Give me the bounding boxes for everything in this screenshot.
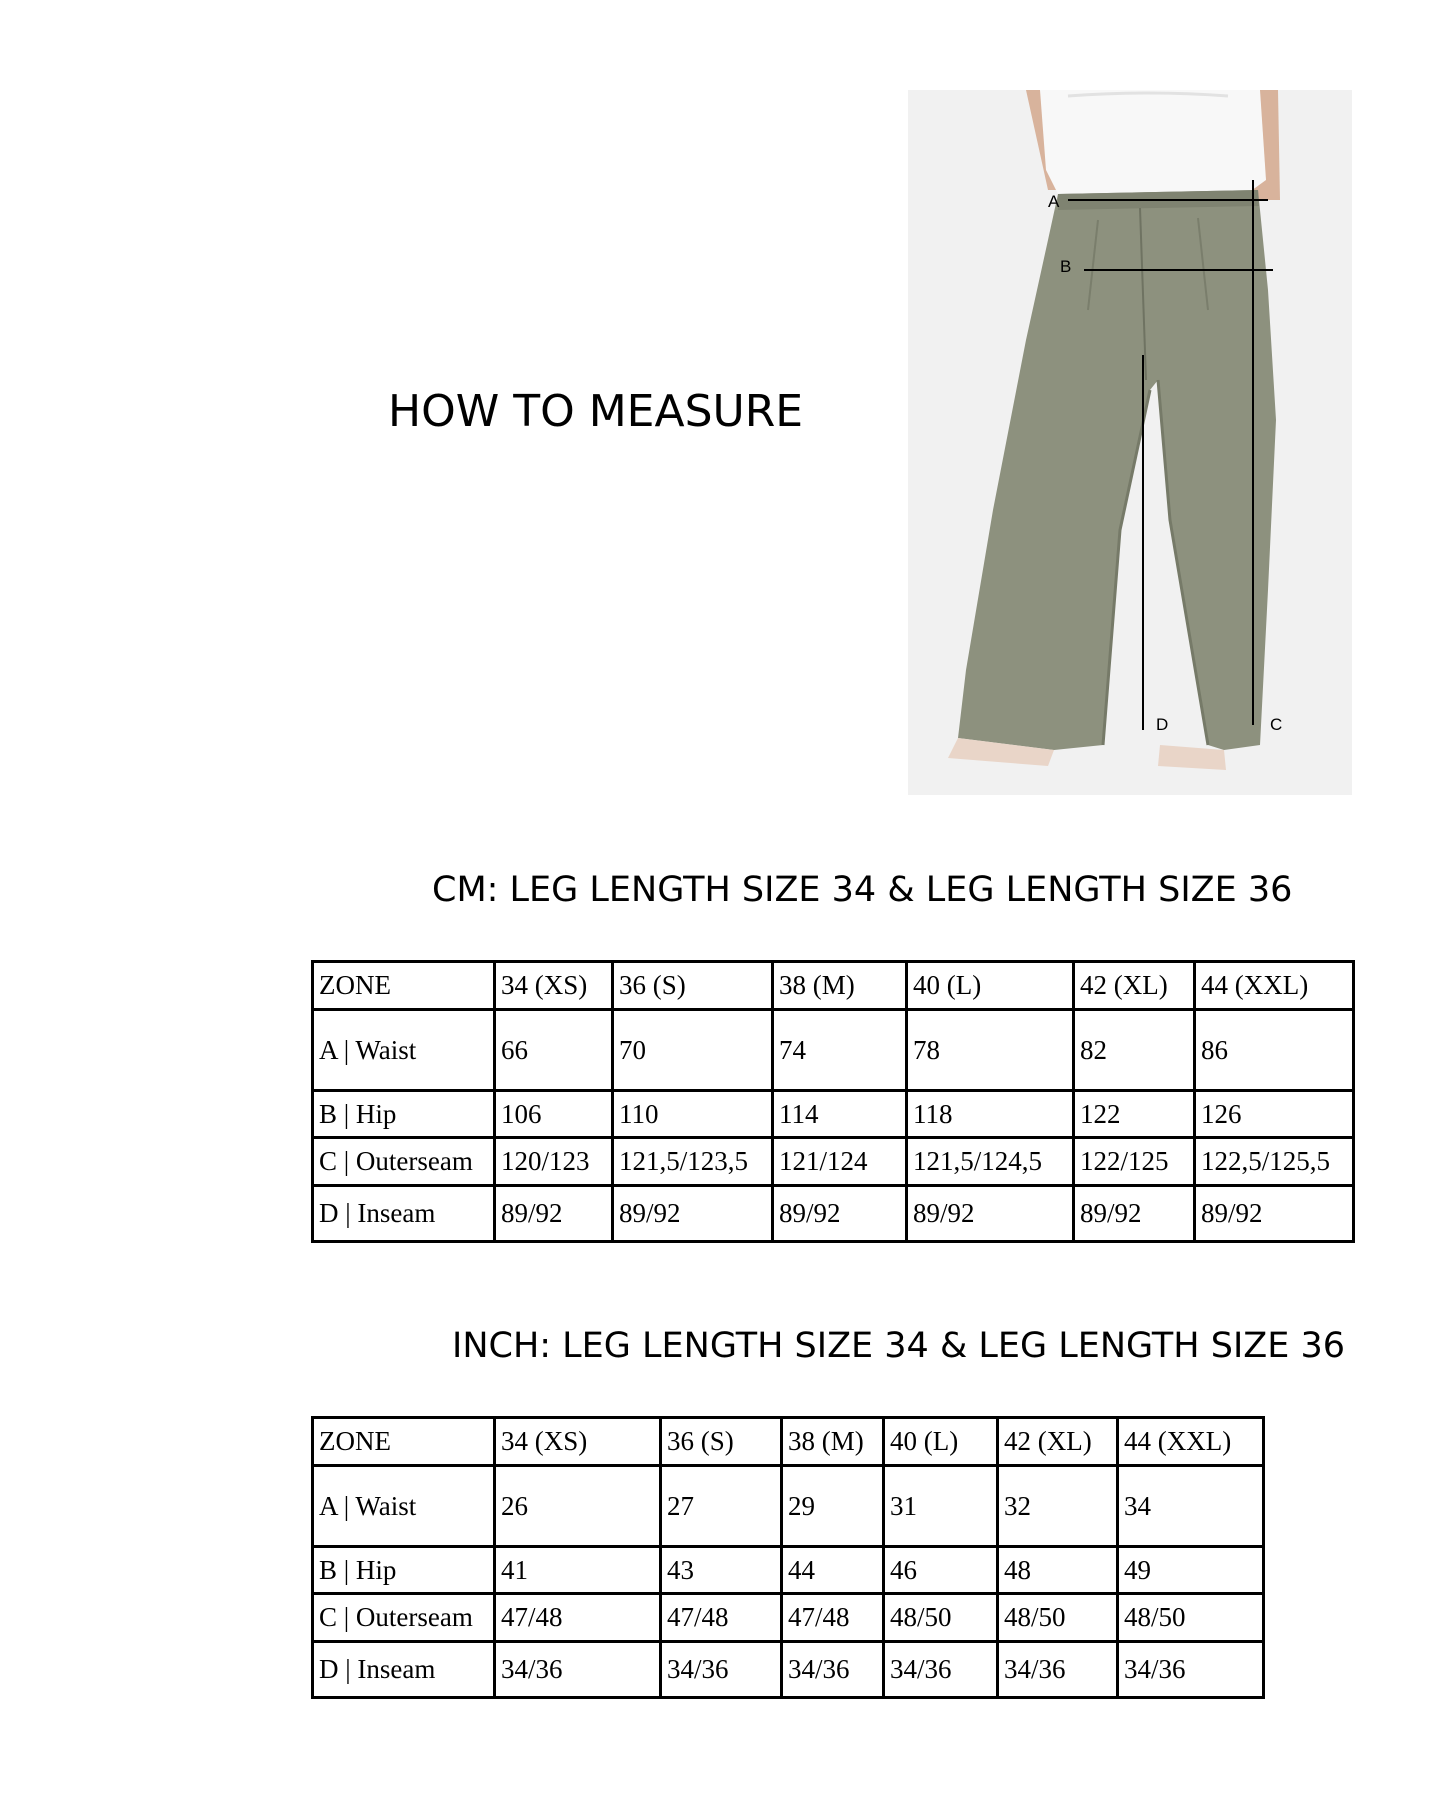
table-cell: 74 (773, 1010, 907, 1091)
table-cell: 47/48 (782, 1594, 884, 1642)
table-cell: 29 (782, 1466, 884, 1547)
cm-section-title: CM: LEG LENGTH SIZE 34 & LEG LENGTH SIZE 36 (432, 870, 1293, 910)
table-cell: 34/36 (998, 1642, 1118, 1698)
trousers-measurement-photo (908, 90, 1352, 795)
table-cell: 122 (1074, 1091, 1195, 1138)
table-cell: 106 (495, 1091, 613, 1138)
table-cell: C | Outerseam (313, 1138, 495, 1186)
marker-c: C (1270, 715, 1283, 734)
table-cell: 44 (782, 1547, 884, 1594)
table-cell: 89/92 (1074, 1186, 1195, 1242)
table-cell: 47/48 (661, 1594, 782, 1642)
table-header-cell: 38 (M) (782, 1418, 884, 1466)
table-cell: 48/50 (884, 1594, 998, 1642)
table-row (313, 1547, 1264, 1594)
table-cell: 49 (1118, 1547, 1264, 1594)
table-row (313, 1138, 1354, 1186)
table-cell: 32 (998, 1466, 1118, 1547)
table-cell: D | Inseam (313, 1186, 495, 1242)
table-cell: A | Waist (313, 1466, 495, 1547)
marker-a: A (1048, 192, 1060, 211)
table-cell: 41 (495, 1547, 661, 1594)
table-header-cell: ZONE (313, 1418, 495, 1466)
table-header-cell: 44 (XXL) (1195, 962, 1354, 1010)
table-row (313, 1642, 1264, 1698)
trousers-illustration (908, 90, 1352, 795)
table-row (313, 1594, 1264, 1642)
table-cell: 34/36 (661, 1642, 782, 1698)
table-cell: A | Waist (313, 1010, 495, 1091)
table-header-cell: 38 (M) (773, 962, 907, 1010)
table-row (313, 1186, 1354, 1242)
table-cell: 89/92 (613, 1186, 773, 1242)
table-header-cell: 34 (XS) (495, 962, 613, 1010)
table-cell: 66 (495, 1010, 613, 1091)
table-cell: 47/48 (495, 1594, 661, 1642)
table-cell: B | Hip (313, 1091, 495, 1138)
table-cell: 120/123 (495, 1138, 613, 1186)
table-cell: 48/50 (1118, 1594, 1264, 1642)
table-cell: D | Inseam (313, 1642, 495, 1698)
table-cell: 31 (884, 1466, 998, 1547)
table-cell: 118 (907, 1091, 1074, 1138)
table-cell: 26 (495, 1466, 661, 1547)
inch-section-title: INCH: LEG LENGTH SIZE 34 & LEG LENGTH SIZE 36 (452, 1326, 1346, 1366)
white-top (1040, 90, 1266, 196)
table-header-cell: 36 (S) (613, 962, 773, 1010)
table-cell: 121,5/123,5 (613, 1138, 773, 1186)
table-header-row (313, 1418, 1264, 1466)
table-cell: 43 (661, 1547, 782, 1594)
table-cell: 82 (1074, 1010, 1195, 1091)
table-header-cell: 42 (XL) (1074, 962, 1195, 1010)
table-cell: 89/92 (1195, 1186, 1354, 1242)
table-cell: 89/92 (907, 1186, 1074, 1242)
table-cell: 70 (613, 1010, 773, 1091)
table-header-row (313, 962, 1354, 1010)
table-header-cell: 34 (XS) (495, 1418, 661, 1466)
table-cell: 121/124 (773, 1138, 907, 1186)
table-cell: 78 (907, 1010, 1074, 1091)
table-header-cell: 40 (L) (907, 962, 1074, 1010)
table-cell: 27 (661, 1466, 782, 1547)
table-cell: 122,5/125,5 (1195, 1138, 1354, 1186)
table-cell: 86 (1195, 1010, 1354, 1091)
page-title: HOW TO MEASURE (388, 386, 804, 437)
table-cell: 110 (613, 1091, 773, 1138)
table-cell: 48 (998, 1547, 1118, 1594)
table-cell: 34 (1118, 1466, 1264, 1547)
table-cell: 122/125 (1074, 1138, 1195, 1186)
table-cell: B | Hip (313, 1547, 495, 1594)
table-cell: 34/36 (884, 1642, 998, 1698)
table-cell: 89/92 (773, 1186, 907, 1242)
table-cell: 114 (773, 1091, 907, 1138)
marker-d: D (1156, 715, 1169, 734)
marker-b: B (1060, 257, 1072, 276)
table-header-cell: 44 (XXL) (1118, 1418, 1264, 1466)
table-header-cell: 36 (S) (661, 1418, 782, 1466)
cm-size-table (311, 960, 1355, 1243)
table-row (313, 1466, 1264, 1547)
inch-size-table (311, 1416, 1265, 1699)
table-cell: 89/92 (495, 1186, 613, 1242)
table-row (313, 1091, 1354, 1138)
table-header-cell: 42 (XL) (998, 1418, 1118, 1466)
table-cell: 126 (1195, 1091, 1354, 1138)
table-cell: 34/36 (1118, 1642, 1264, 1698)
table-row (313, 1010, 1354, 1091)
table-cell: C | Outerseam (313, 1594, 495, 1642)
table-header-cell: 40 (L) (884, 1418, 998, 1466)
table-cell: 34/36 (782, 1642, 884, 1698)
table-header-cell: ZONE (313, 962, 495, 1010)
table-cell: 48/50 (998, 1594, 1118, 1642)
table-cell: 34/36 (495, 1642, 661, 1698)
table-cell: 121,5/124,5 (907, 1138, 1074, 1186)
table-cell: 46 (884, 1547, 998, 1594)
